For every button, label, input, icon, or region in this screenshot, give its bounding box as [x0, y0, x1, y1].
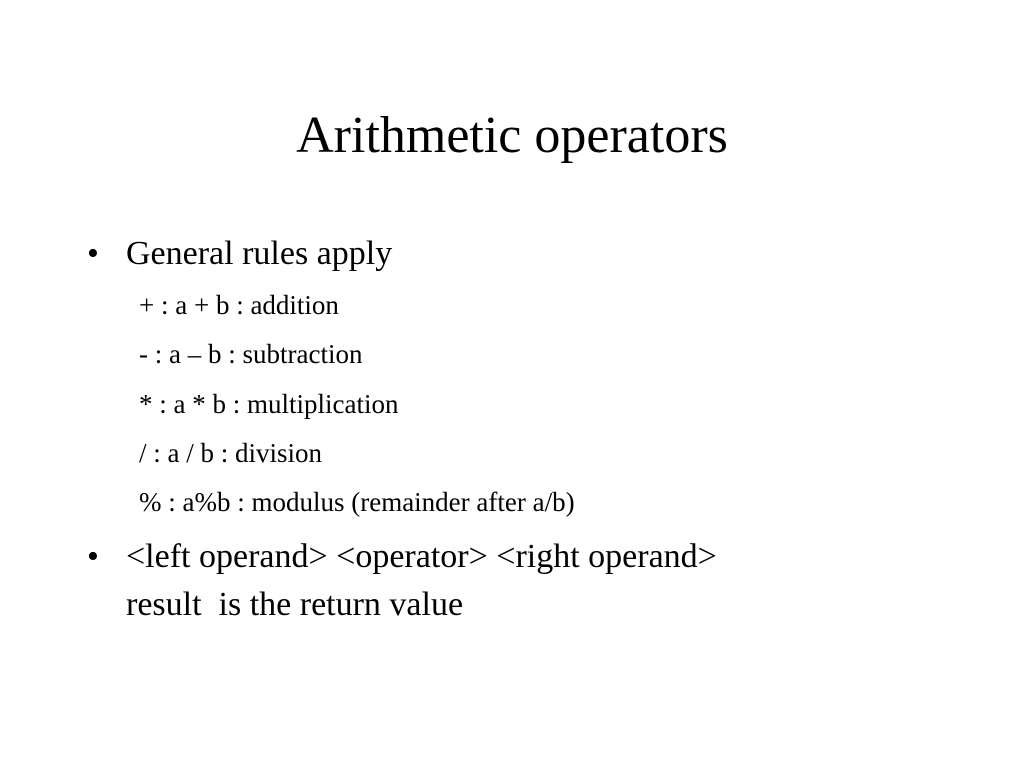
slide-title: Arithmetic operators: [296, 107, 728, 164]
bullet-text: <left operand> <operator> <right operand>: [126, 538, 717, 575]
sub-item-subtraction: - : a – b : subtraction: [139, 339, 363, 369]
bullet-icon: •: [87, 538, 99, 575]
sub-item-modulus: % : a%b : modulus (remainder after a/b): [139, 487, 575, 517]
bullet-icon: •: [87, 235, 99, 272]
bullet-text: General rules apply: [126, 235, 393, 272]
sub-item-multiplication: * : a * b : multiplication: [139, 389, 399, 419]
sub-item-division: / : a / b : division: [139, 438, 323, 468]
sub-item-addition: + : a + b : addition: [139, 290, 339, 320]
bullet-continuation: result is the return value: [126, 586, 464, 623]
